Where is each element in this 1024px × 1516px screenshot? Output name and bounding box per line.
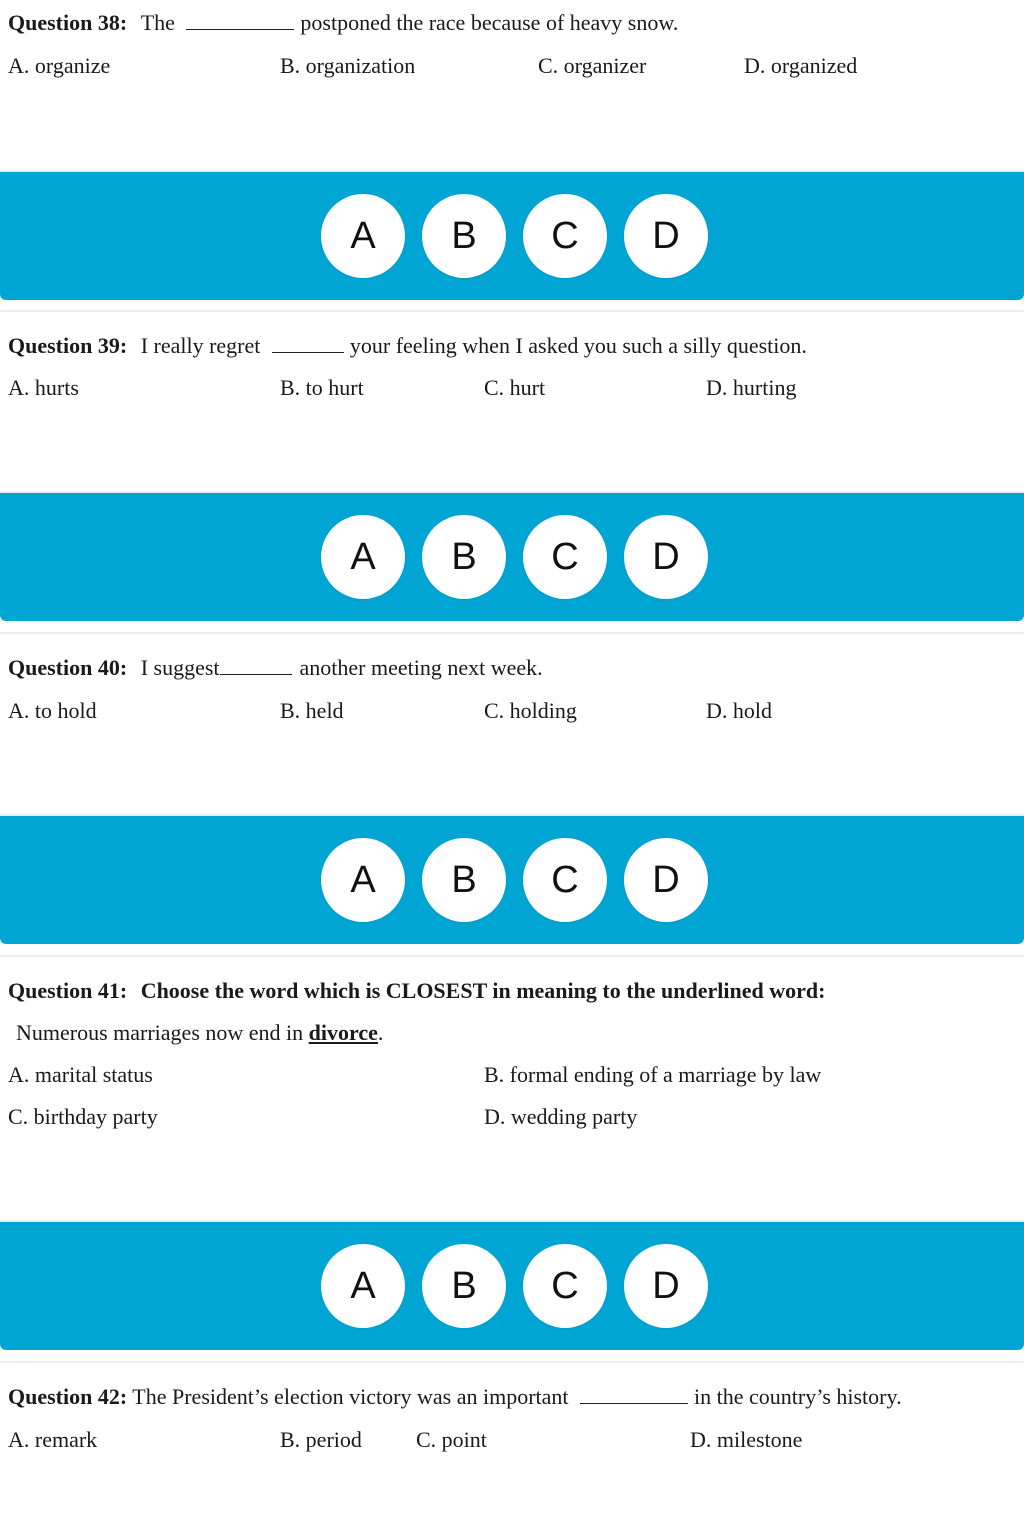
question-sentence <box>16 1020 383 1046</box>
divider <box>0 310 1024 312</box>
option-c: C. organizer <box>538 53 647 78</box>
answer-button-b[interactable]: B <box>422 194 506 278</box>
option-a: A. organize <box>8 53 111 78</box>
answer-blank <box>220 656 292 675</box>
answer-button-a[interactable]: A <box>321 515 405 599</box>
answer-button-b[interactable]: B <box>422 515 506 599</box>
question-number: Question 38: <box>8 10 128 35</box>
question-39 <box>8 333 807 359</box>
answer-button-d[interactable]: D <box>624 515 708 599</box>
answer-button-c[interactable]: C <box>523 838 607 922</box>
answer-button-c[interactable]: C <box>523 1244 607 1328</box>
option-d: D. organized <box>744 53 858 78</box>
question-40 <box>8 655 543 681</box>
question-instruction: Choose the word which is CLOSEST in meaning to the underlined word: <box>140 978 826 1003</box>
question-38 <box>8 10 678 36</box>
question-text-after: in the country’s history. <box>694 1384 902 1409</box>
option-d: D. hold <box>706 698 772 723</box>
option-a: A. remark <box>8 1427 98 1452</box>
option-c: C. point <box>416 1427 487 1452</box>
question-42 <box>8 1384 902 1410</box>
answer-blank <box>580 1385 688 1404</box>
option-b: B. organization <box>280 53 416 78</box>
answer-blank <box>272 334 344 353</box>
question-text-before: I really regret <box>140 333 261 358</box>
question-number: Question 41: <box>8 978 128 1003</box>
answer-button-a[interactable]: A <box>321 194 405 278</box>
answer-blank <box>186 11 294 30</box>
question-text-before: The President’s election victory was an important <box>132 1384 569 1409</box>
answer-button-b[interactable]: B <box>422 1244 506 1328</box>
answer-bar-41 <box>0 1222 1024 1350</box>
question-text-after: another meeting next week. <box>299 655 543 680</box>
underlined-word: divorce <box>308 1020 378 1045</box>
question-41 <box>8 978 825 1004</box>
option-b: B. period <box>280 1427 362 1452</box>
question-text-after: your feeling when I asked you such a silly question. <box>349 333 807 358</box>
option-c: C. holding <box>484 698 577 723</box>
option-a: A. hurts <box>8 375 79 400</box>
answer-button-b[interactable]: B <box>422 838 506 922</box>
question-text-after: postponed the race because of heavy snow. <box>300 10 679 35</box>
divider <box>0 1361 1024 1363</box>
answer-button-a[interactable]: A <box>321 838 405 922</box>
option-d: D. wedding party <box>484 1104 638 1129</box>
sentence-after: . <box>377 1020 384 1045</box>
answer-bar-38 <box>0 172 1024 300</box>
sentence-before: Numerous marriages now end in <box>16 1020 304 1045</box>
answer-button-d[interactable]: D <box>624 1244 708 1328</box>
answer-button-d[interactable]: D <box>624 194 708 278</box>
answer-button-c[interactable]: C <box>523 194 607 278</box>
option-d: D. hurting <box>706 375 797 400</box>
answer-button-c[interactable]: C <box>523 515 607 599</box>
option-a: A. marital status <box>8 1062 153 1087</box>
answer-bar-39 <box>0 493 1024 621</box>
question-text-before: The <box>140 10 175 35</box>
answer-button-a[interactable]: A <box>321 1244 405 1328</box>
divider <box>0 632 1024 634</box>
question-number: Question 40: <box>8 655 128 680</box>
option-a: A. to hold <box>8 698 97 723</box>
option-b: B. formal ending of a marriage by law <box>484 1062 822 1087</box>
option-c: C. birthday party <box>8 1104 158 1129</box>
answer-bar-40 <box>0 816 1024 944</box>
answer-button-d[interactable]: D <box>624 838 708 922</box>
option-d: D. milestone <box>690 1427 803 1452</box>
option-c: C. hurt <box>484 375 546 400</box>
option-b: B. to hurt <box>280 375 364 400</box>
question-number: Question 42: <box>8 1384 128 1409</box>
divider <box>0 955 1024 957</box>
option-b: B. held <box>280 698 344 723</box>
question-text-before: I suggest <box>140 655 220 680</box>
question-number: Question 39: <box>8 333 128 358</box>
